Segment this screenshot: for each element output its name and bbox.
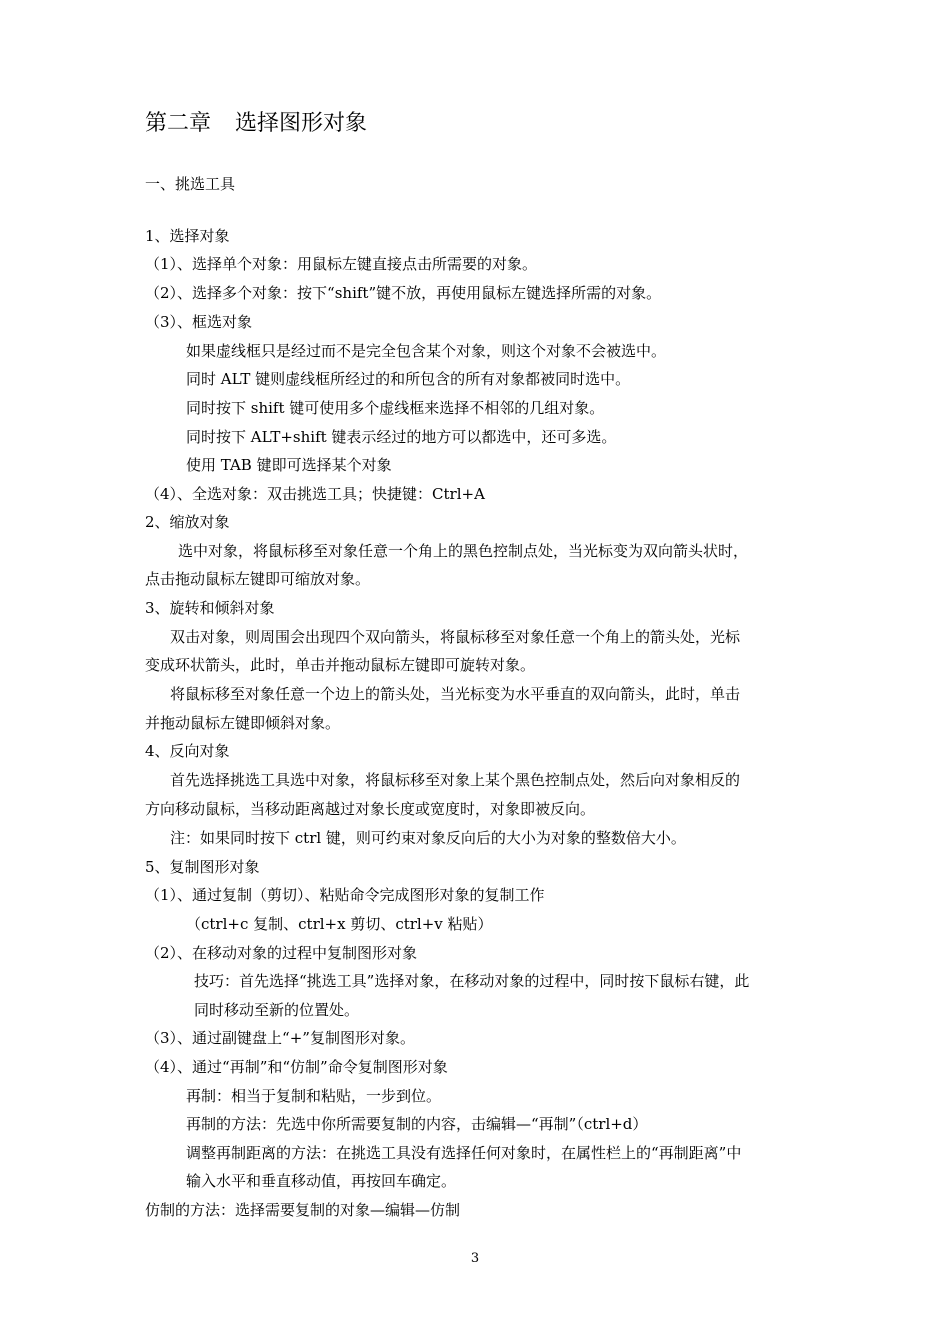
subsection-heading-mirror-objects: 4、反向对象 xyxy=(145,742,230,760)
text-line: 将鼠标移至对象任意一个边上的箭头处，当光标变为水平垂直的双向箭头，此时，单击 xyxy=(170,685,741,703)
subsection-heading-rotate-skew: 3、旋转和倾斜对象 xyxy=(145,599,275,617)
text-line: 仿制的方法：选择需要复制的对象—编辑—仿制 xyxy=(145,1201,461,1219)
chapter-title xyxy=(145,108,367,140)
text-line: 使用 TAB 键即可选择某个对象 xyxy=(186,456,392,474)
text-line: （3）、通过副键盘上“+”复制图形对象。 xyxy=(145,1029,415,1047)
text-line: （2）、在移动对象的过程中复制图形对象 xyxy=(145,944,418,962)
chapter-label: 第二章 xyxy=(145,111,212,136)
text-line: 再制的方法：先选中你所需要复制的内容，击编辑—“再制”（ctrl+d） xyxy=(186,1115,648,1133)
text-line: 技巧：首先选择“挑选工具”选择对象，在移动对象的过程中，同时按下鼠标右键，此 xyxy=(194,972,750,990)
text-line: 如果虚线框只是经过而不是完全包含某个对象，则这个对象不会被选中。 xyxy=(186,342,667,360)
page-number: 3 xyxy=(470,1251,480,1266)
text-line: 同时按下 shift 键可使用多个虚线框来选择不相邻的几组对象。 xyxy=(186,399,605,417)
text-line: （3）、框选对象 xyxy=(145,313,253,331)
text-line: 调整再制距离的方法：在挑选工具没有选择任何对象时，在属性栏上的“再制距离”中 xyxy=(186,1144,742,1162)
text-line: （1）、选择单个对象：用鼠标左键直接点击所需要的对象。 xyxy=(145,255,538,273)
text-line: （4）、通过“再制”和“仿制”命令复制图形对象 xyxy=(145,1058,448,1076)
text-line: 注：如果同时按下 ctrl 键，则可约束对象反向后的大小为对象的整数倍大小。 xyxy=(170,829,686,847)
text-line: 再制：相当于复制和粘贴，一步到位。 xyxy=(186,1087,442,1105)
text-line: （ctrl+c 复制、ctrl+x 剪切、ctrl+v 粘贴） xyxy=(186,915,493,933)
subsection-heading-select-objects: 1、选择对象 xyxy=(145,227,230,245)
section-heading-picker-tool: 一、挑选工具 xyxy=(145,175,236,193)
chapter-heading: 选择图形对象 xyxy=(235,111,368,136)
text-line: 选中对象，将鼠标移至对象任意一个角上的黑色控制点处，当光标变为双向箭头状时， xyxy=(178,542,749,560)
text-line: 方向移动鼠标，当移动距离越过对象长度或宽度时，对象即被反向。 xyxy=(145,800,596,818)
text-line: 点击拖动鼠标左键即可缩放对象。 xyxy=(145,570,371,588)
text-line: （4）、全选对象：双击挑选工具；快捷键：Ctrl+A xyxy=(145,485,485,503)
text-line: 输入水平和垂直移动值，再按回车确定。 xyxy=(186,1172,457,1190)
subsection-heading-scale-objects: 2、缩放对象 xyxy=(145,513,230,531)
text-line: 并拖动鼠标左键即倾斜对象。 xyxy=(145,714,341,732)
text-line: （1）、通过复制（剪切）、粘贴命令完成图形对象的复制工作 xyxy=(145,886,545,904)
text-line: （2）、选择多个对象：按下“shift”键不放，再使用鼠标左键选择所需的对象。 xyxy=(145,284,662,302)
text-line: 变成环状箭头，此时，单击并拖动鼠标左键即可旋转对象。 xyxy=(145,656,536,674)
text-line: 同时移动至新的位置处。 xyxy=(194,1001,360,1019)
text-line: 双击对象，则周围会出现四个双向箭头，将鼠标移至对象任意一个角上的箭头处，光标 xyxy=(170,628,741,646)
text-line: 首先选择挑选工具选中对象，将鼠标移至对象上某个黑色控制点处，然后向对象相反的 xyxy=(170,771,741,789)
subsection-heading-copy-objects: 5、复制图形对象 xyxy=(145,858,260,876)
text-line: 同时按下 ALT+shift 键表示经过的地方可以都选中，还可多选。 xyxy=(186,428,617,446)
text-line: 同时 ALT 键则虚线框所经过的和所包含的所有对象都被同时选中。 xyxy=(186,370,631,388)
